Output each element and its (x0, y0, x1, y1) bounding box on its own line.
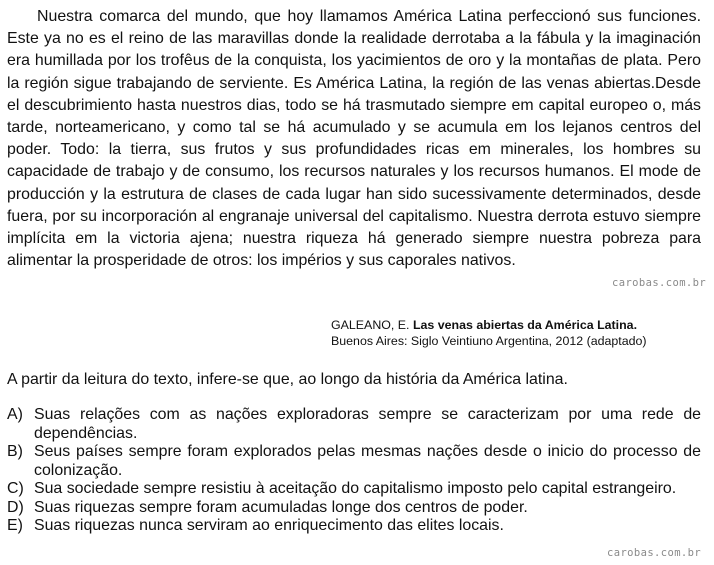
watermark: carobas.com.br (612, 277, 707, 289)
citation (331, 318, 647, 349)
option-letter: A) (7, 406, 23, 423)
option-a[interactable] (7, 406, 701, 443)
watermark: carobas.com.br (607, 547, 702, 559)
citation-line-1 (331, 318, 647, 334)
answer-options (7, 406, 701, 536)
question-text: A partir da leitura do texto, infere-se que, ao longo da história da América latina. (7, 371, 568, 388)
option-letter: E) (7, 517, 23, 534)
option-d[interactable] (7, 499, 701, 518)
option-text: Suas riquezas nunca serviram ao enriquecimento das elites locais. (34, 517, 504, 534)
citation-title: Las venas abiertas da América Latina. (412, 318, 638, 332)
option-c[interactable] (7, 480, 701, 499)
option-text: Sua sociedade sempre resistiu à aceitação do capitalismo imposto pelo capital estrangeiro. (34, 480, 677, 497)
option-text: Suas riquezas sempre foram acumuladas longe dos centros de poder. (34, 498, 528, 516)
passage-text: Nuestra comarca del mundo, que hoy llamamos América Latina perfeccionó sus funciones. Este ya no es el reino de las maravillas donde la realidade derrotaba a la fábula y la imaginación era humillada por los trofêus de la conquista, los yacimientos de oro y la montañas de plata. Pero la región sigue trabajando de serviente. Es América Latina, la región de las venas abiertas.Desde el descubrimiento hasta nuestros dias, todo se há trasmutado siempre em capital europeo o, más tarde, norteamericano, y como tal se há acumulado y se acumula em los lejanos centros del poder. Todo: la tierra, sus frutos y sus profundidades ricas em minerales, los hombres su capacidade de trabajo y de consumo, los recursos naturales y los recursos humanos. El mode de producción y la estrutura de clases de cada lugar han sido sucessivamente determinados, desde fuera, por su incorporación al engranaje universal del capitalismo. Nuestra derrota estuvo siempre implícita em la victoria ajena; nuestra riqueza há generado siempre nuestra pobreza para alimentar la prosperidade de otros: los impérios y sus caporales nativos. (7, 8, 701, 270)
option-letter: C) (7, 480, 24, 497)
citation-publication: Buenos Aires: Siglo Veintiuno Argentina, 2012 (adaptado) (331, 333, 647, 348)
option-letter: D) (7, 498, 24, 516)
option-text: Seus países sempre foram explorados pelas mesmas nações desde o inicio do processo de colonização. (34, 443, 701, 479)
option-b[interactable] (7, 443, 701, 480)
citation-author: GALEANO, E. (331, 318, 413, 332)
option-letter: B) (7, 443, 23, 460)
option-e[interactable] (7, 517, 701, 536)
option-text: Suas relações com as nações exploradoras sempre se caracterizam por uma rede de dependências. (34, 406, 701, 442)
